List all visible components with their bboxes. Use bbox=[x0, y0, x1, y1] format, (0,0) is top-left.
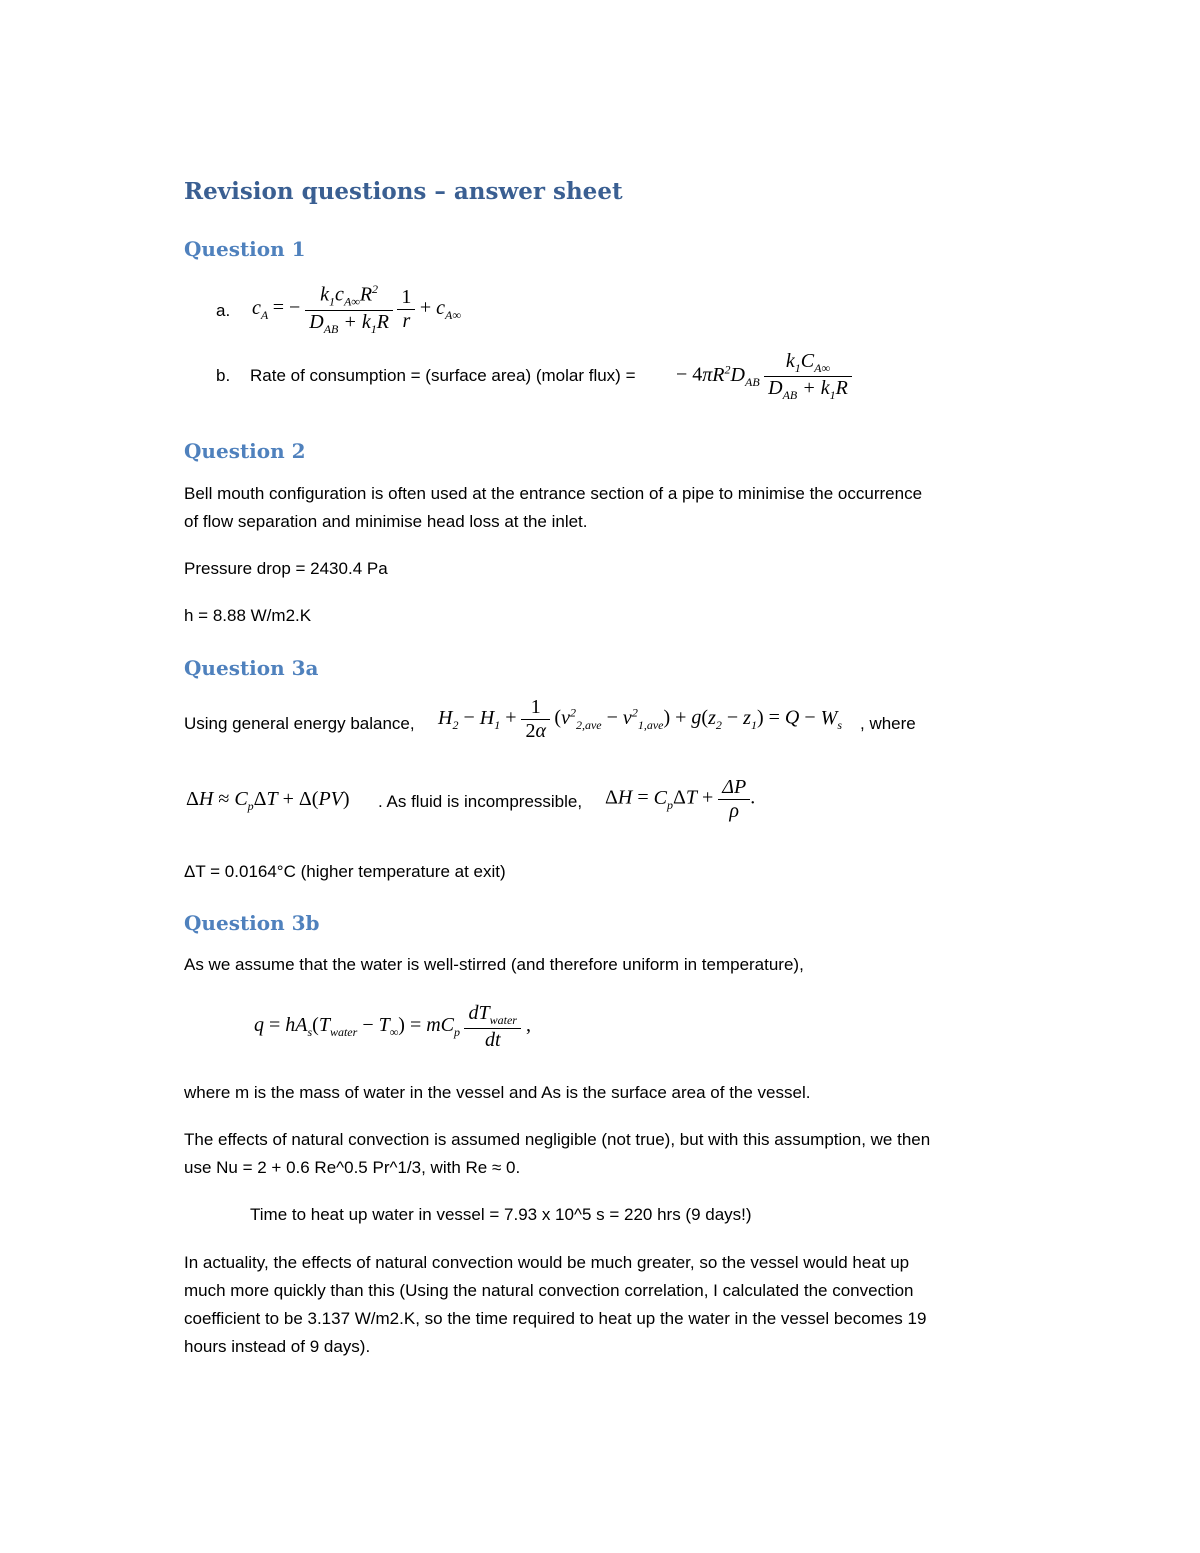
q2-heat-coefficient: h = 8.88 W/m2.K bbox=[184, 606, 312, 625]
q3b-heat-balance-equation: $q = hA_s(T_{water} - T_\infty) = mC_p$ $\frac{dT_{water}}{dt}$ , bbox=[254, 1002, 531, 1051]
question-2-heading: Question 2 bbox=[184, 439, 306, 463]
q1-b-text: Rate of consumption = (surface area) (molar flux) = bbox=[250, 366, 636, 385]
q3b-natural-line-1: The effects of natural convection is assumed negligible (not true), but with this assumption, we then bbox=[184, 1130, 931, 1149]
q3a-incompressible-equation: $\Delta H = C_p\Delta T$ + $\frac{\Delta P}{\rho}$ . bbox=[605, 776, 756, 822]
q3a-temperature-result: ΔT = 0.0164°C (higher temperature at exit) bbox=[184, 862, 506, 881]
q3b-where-line: where m is the mass of water in the vessel and As is the surface area of the vessel. bbox=[184, 1083, 811, 1102]
q3a-intro: Using general energy balance, bbox=[184, 714, 415, 733]
q3b-actuality-line-1: In actuality, the effects of natural convection would be much greater, so the vessel would heat up bbox=[184, 1253, 910, 1272]
q1-a-equation: $c_A$ = − $\frac{k_1c_{A\infty}R^2}{D_{AB} + k_1R}$ $\frac{1}{r}$ + $c_{A\infty}$ bbox=[252, 282, 461, 336]
q3a-energy-balance-equation: $H_2 - H_1$ + $\frac{1}{2\alpha}$ $(v^2_{2,ave} - v^2_{1,ave}) + g(z_2 - z_1) = Q - W_s$ bbox=[438, 696, 842, 742]
q3a-enthalpy-equation: $\Delta H \approx C_p\Delta T + \Delta(PV)$ bbox=[186, 788, 350, 813]
page-title: Revision questions – answer sheet bbox=[184, 178, 623, 205]
q3b-time-result: Time to heat up water in vessel = 7.93 x 10^5 s = 220 hrs (9 days!) bbox=[250, 1205, 752, 1224]
q3a-fluid-text: . As fluid is incompressible, bbox=[378, 792, 583, 811]
question-1-heading: Question 1 bbox=[184, 237, 306, 261]
q1-b-equation: − $4\pi R^2D_{AB}$ $\frac{k_1C_{A\infty}}{D_{AB} + k_1R}$ bbox=[676, 350, 852, 403]
q2-line-2: of flow separation and minimise head loss at the inlet. bbox=[184, 512, 588, 531]
question-3b-heading: Question 3b bbox=[184, 911, 320, 935]
q3b-actuality-line-2: much more quickly than this (Using the natural convection correlation, I calculated the convection bbox=[184, 1281, 914, 1300]
q1-b-label: b. bbox=[216, 366, 231, 385]
q3a-where: , where bbox=[860, 714, 916, 733]
q1-a-label: a. bbox=[216, 301, 231, 320]
q3b-actuality-line-3: coefficient to be 3.137 W/m2.K, so the time required to heat up the water in the vessel becomes 19 bbox=[184, 1309, 927, 1328]
question-3a-heading: Question 3a bbox=[184, 656, 319, 680]
q3b-line-1: As we assume that the water is well-stirred (and therefore uniform in temperature), bbox=[184, 955, 804, 974]
q3b-actuality-line-4: hours instead of 9 days). bbox=[184, 1337, 371, 1356]
q2-line-1: Bell mouth configuration is often used at the entrance section of a pipe to minimise the occurrence bbox=[184, 484, 923, 503]
q2-pressure-drop: Pressure drop = 2430.4 Pa bbox=[184, 559, 388, 578]
q3b-natural-line-2: use Nu = 2 + 0.6 Re^0.5 Pr^1/3, with Re ≈ 0. bbox=[184, 1158, 521, 1177]
